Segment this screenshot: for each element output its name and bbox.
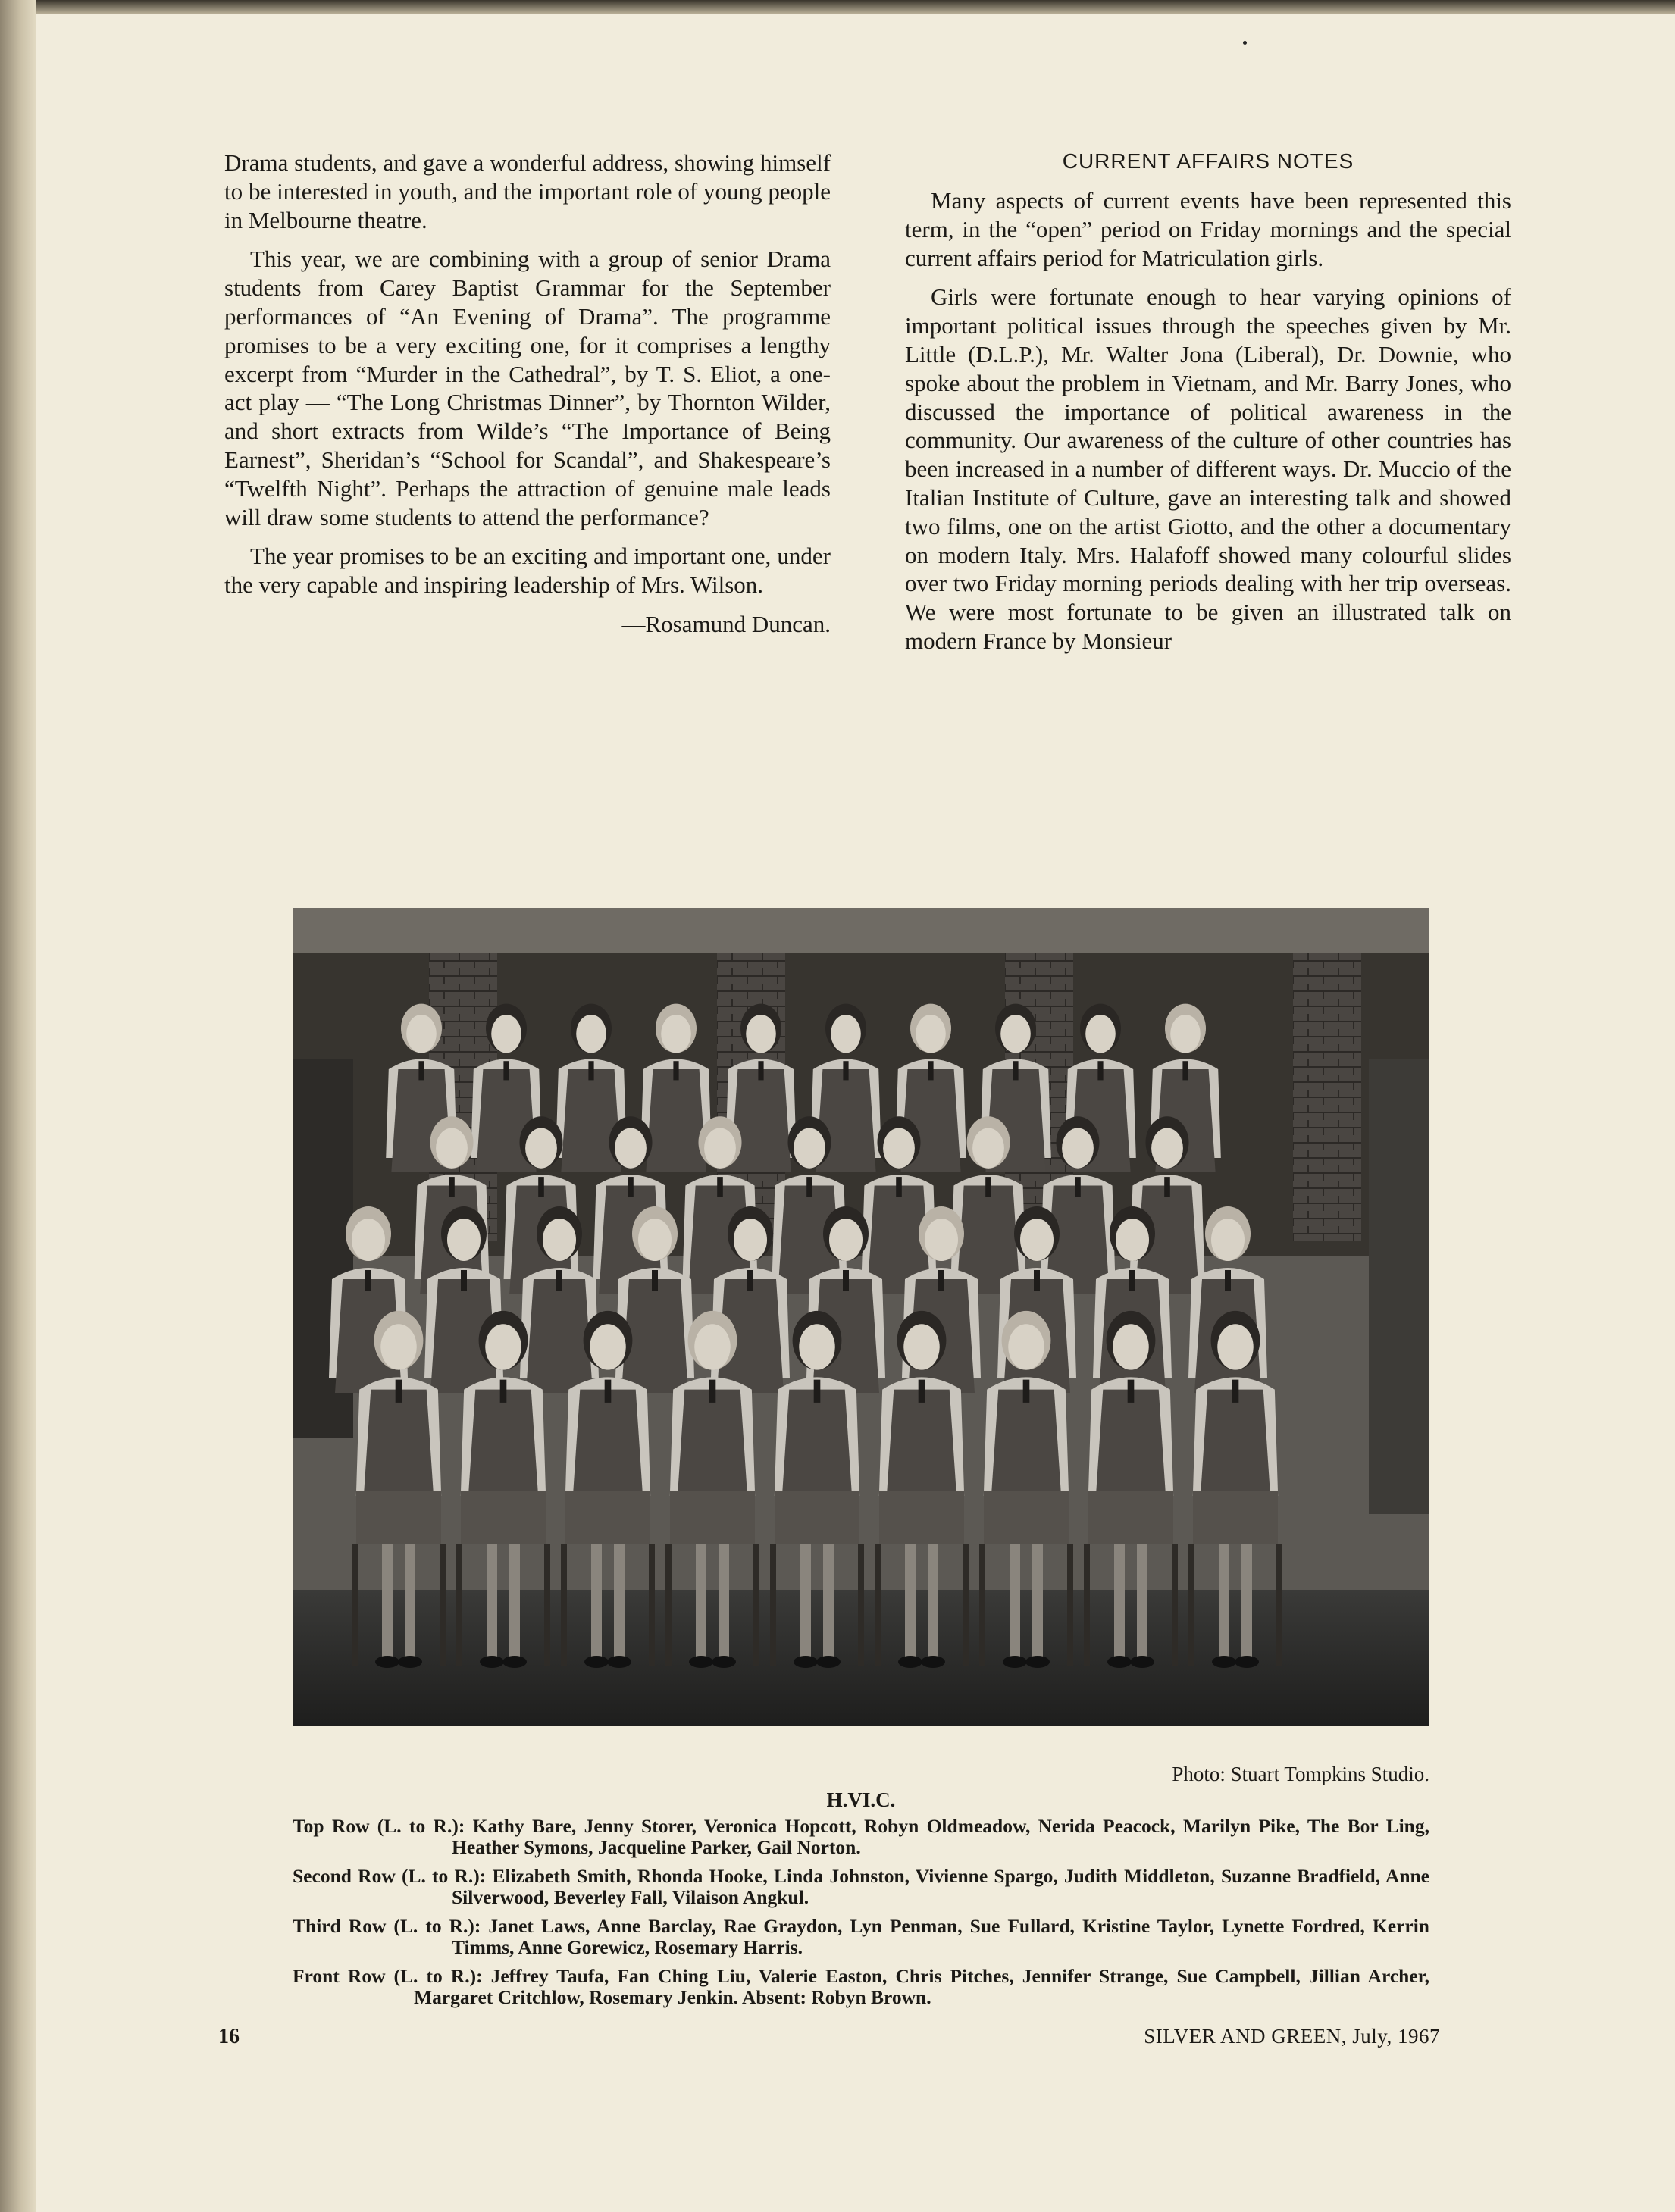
page-top-edge — [0, 0, 1675, 14]
ink-speck — [1243, 41, 1247, 45]
class-photograph-image — [293, 908, 1429, 1726]
page-number: 16 — [218, 2025, 240, 2048]
right-paragraph-1: Many aspects of current events have been represented this term, in the “open” period on Friday mornings and the special current affairs period for Matriculation girls. — [905, 187, 1511, 271]
caption-third-row: Third Row (L. to R.): Janet Laws, Anne Barclay, Rae Graydon, Lyn Penman, Sue Fullard, Kristine Taylor, Lynette Fordred, Kerrin Timms, Anne Gorewicz, Rosemary Harris. — [293, 1915, 1429, 1958]
caption-title: H.VI.C. — [826, 1788, 896, 1811]
binding-edge — [0, 0, 36, 2212]
left-column — [224, 149, 831, 649]
publication-footer: SILVER AND GREEN, July, 1967 — [1144, 2025, 1440, 2048]
author-signature: —Rosamund Duncan. — [621, 610, 831, 637]
section-heading: CURRENT AFFAIRS NOTES — [1062, 149, 1354, 173]
caption-front-row: Front Row (L. to R.): Jeffrey Taufa, Fan Ching Liu, Valerie Easton, Chris Pitches, Jennifer Strange, Sue Campbell, Jillian Archer, Margaret Critchlow, Rosemary Jenkin. Absent: Robyn Brown. — [293, 1965, 1429, 2008]
right-column — [905, 149, 1511, 666]
left-paragraph-1: Drama students, and gave a wonderful address, showing himself to be interested in youth, and the important role of young people in Melbourne theatre. — [224, 149, 831, 233]
photo-credit: Photo: Stuart Tompkins Studio. — [1172, 1763, 1429, 1785]
left-paragraph-3: The year promises to be an exciting and important one, under the very capable and inspiring leadership of Mrs. Wilson. — [224, 543, 831, 599]
caption-second-row: Second Row (L. to R.): Elizabeth Smith, Rhonda Hooke, Linda Johnston, Vivienne Spargo, Judith Middleton, Suzanne Bradfield, Anne Silverwood, Beverley Fall, Vilaison Angkul. — [293, 1865, 1429, 1908]
right-paragraph-2: Girls were fortunate enough to hear varying opinions of important political issues through the speeches given by Mr. Little (D.L.P.), Mr. Walter Jona (Liberal), Dr. Downie, who spoke about the problem in Vietnam, and Mr. Barry Jones, who discussed the importance of political awareness in the community. Our awareness of the culture of other countries has been increased in a number of different ways. Dr. Muccio of the Italian Institute of Culture, gave an interesting talk and showed two films, one on the artist Giotto, and the other a documentary on modern Italy. Mrs. Halafoff showed many colourful slides over two Friday morning periods dealing with her trip overseas. We were most fortunate to be given an illustrated talk on modern France by Monsieur — [905, 283, 1511, 654]
photo-caption — [293, 1816, 1429, 2016]
class-photograph — [293, 908, 1429, 1726]
caption-top-row: Top Row (L. to R.): Kathy Bare, Jenny Storer, Veronica Hopcott, Robyn Oldmeadow, Nerida Peacock, Marilyn Pike, The Bor Ling, Heather Symons, Jacqueline Parker, Gail Norton. — [293, 1815, 1429, 1858]
left-paragraph-2: This year, we are combining with a group of senior Drama students from Carey Baptist Grammar for the September performances of “An Evening of Drama”. The programme promises to be a very exciting one, for it comprises a lengthy excerpt from “Murder in the Cathedral”, by T. S. Eliot, a one-act play — “The Long Christmas Dinner”, by Thornton Wilder, and short extracts from Wilde’s “The Importance of Being Earnest”, Sheridan’s “School for Scandal”, and Shakespeare’s “Twelfth Night”. Perhaps the attraction of genuine male leads will draw some students to attend the performance? — [224, 246, 831, 530]
